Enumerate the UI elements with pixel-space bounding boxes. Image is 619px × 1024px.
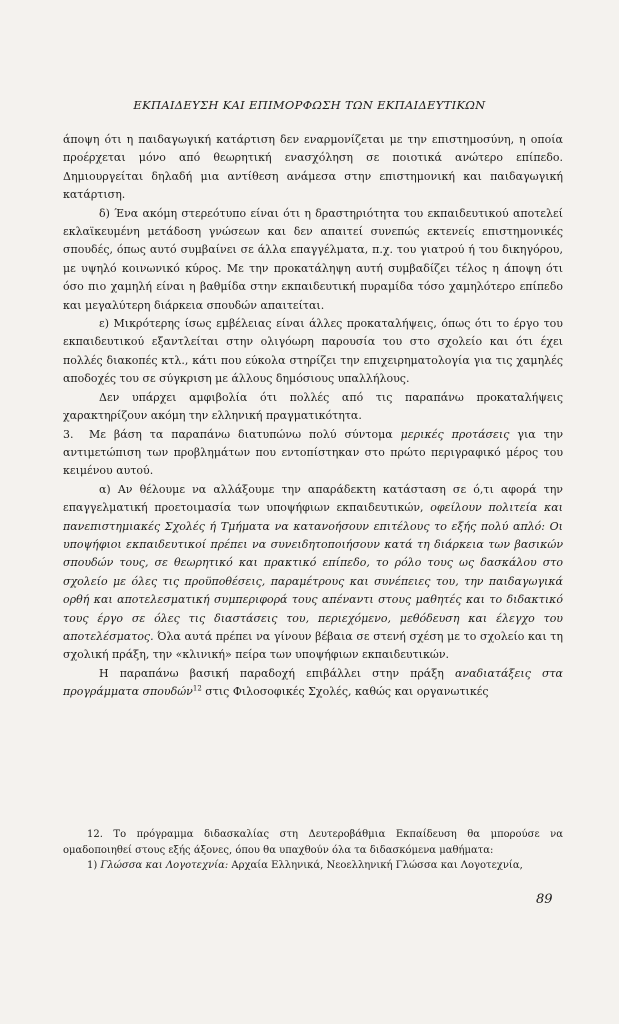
paragraph-6-emphasis: οφείλουν πολιτεία και πανεπιστημιακές Σχολές ή Τμήματα να κατανοήσουν επιτέλους το εξής πολύ απλό: Οι υποψήφιοι εκπαιδευτικοί πρέπει να συνειδητοποιήσουν κατά τη διάρκεια των βασικών σπουδών τους, σε θεωρητικό και πρακτικό επίπεδο, το ρόλο τους ως δασκάλου στο σχολείο με όλες τις προϋποθέσεις, παραμέτρους και συνέπειες του, την παιδαγωγικά ορθή και αποτελεσματική συμπεριφορά τους απέναντι στους μαθητές και το διδακτικό τους έργο σε όλες τις διαστάσεις του, περιεχόμενο, μεθόδευση και έλεγχο του αποτελέσματος. — [63, 501, 563, 643]
footnote-item-number: 1) — [87, 860, 101, 871]
paragraph-1: άποψη ότι η παιδαγωγική κατάρτιση δεν εναρμονίζεται με την επιστημοσύνη, η οποία προέρχεται μόνο από θεωρητική ενασχόληση σε ποιοτικά ανώτερο επίπεδο. Δημιουργείται δηλαδή μια αντίθεση ανάμεσα στην επιστημονική και παιδαγωγική κατάρτιση. — [63, 133, 563, 202]
paragraph-7-post: στις Φιλοσοφικές Σχολές, καθώς και οργανωτικές — [201, 685, 489, 699]
footnote-item-emphasis: Γλώσσα και Λογοτεχνία: — [100, 860, 229, 871]
paragraph-5-post: για την αντιμετώπιση των προβλημάτων που εντοπίστηκαν στο πρώτο περιγραφικό μέρος του κειμένου αυτού. — [63, 427, 563, 478]
paragraph-7-emphasis: αναδιατάξεις στα προγράμματα σπουδών — [63, 666, 563, 699]
footnote-item-text: Αρχαία Ελληνικά, Νεοελληνική Γλώσσα και Λογοτεχνία, — [228, 860, 523, 871]
paragraph-7 — [63, 665, 563, 702]
paragraph-3: ε) Μικρότερης ίσως εμβέλειας είναι άλλες προκαταλήψεις, όπως ότι το έργο του εκπαιδευτικού εξαντλείται στην ολιγόωρη παρουσία του στο σχολείο και ότι έχει πολλές διακοπές κτλ., κάτι που εύκολα στηρίζει την επιχειρηματολογία για τις χαμηλές αποδοχές του σε σύγκριση με άλλους δημόσιους υπαλλήλους. — [63, 317, 563, 386]
footnote-12: 12. Το πρόγραμμα διδασκαλίας στη Δευτεροβάθμια Εκπαίδευση θα μπορούσε να ομαδοποιηθεί στους εξής άξονες, όπου θα υπαχθούν όλα τα διδασκόμενα μαθήματα: — [63, 829, 563, 856]
section-number: 3. — [63, 427, 74, 441]
paragraph-6-post: Όλα αυτά πρέπει να γίνουν βέβαια σε στενή σχέση με το σχολείο και τη σχολική πράξη, την «κλινική» πείρα των υποψήφιων εκπαιδευτικών. — [63, 629, 563, 662]
paragraph-4: Δεν υπάρχει αμφιβολία ότι πολλές από τις παραπάνω προκαταλήψεις χαρακτηρίζουν ακόμη την ελληνική πραγματικότητα. — [63, 390, 563, 423]
footnote-12-item — [63, 858, 563, 874]
paragraph-2: δ) Ένα ακόμη στερεότυπο είναι ότι η δραστηριότητα του εκπαιδευτικού αποτελεί εκλαϊκευμένη μετάδοση γνώσεων και δεν απαιτεί συνεπώς εκτενείς επιστημονικές σπουδές, όπως αυτό συμβαίνει σε άλλα επαγγέλματα, π.χ. του γιατρού ή του δικηγόρου, με υψηλό κοινωνικό κύρος. Με την προκατάληψη αυτή συμβαδίζει τέλος η άποψη ότι όσο πιο χαμηλή είναι η βαθμίδα στην εκπαιδευτική πυραμίδα τόσο χαμηλότερο επίπεδο και μεγαλύτερη διάρκεια σπουδών απαιτείται. — [63, 206, 563, 312]
main-text — [63, 131, 563, 702]
paragraph-6 — [63, 481, 563, 665]
page-number: 89 — [536, 892, 553, 907]
running-header: ΕΚΠΑΙΔΕΥΣΗ ΚΑΙ ΕΠΙΜΟΡΦΩΣΗ ΤΩΝ ΕΚΠΑΙΔΕΥΤΙΚΩΝ — [133, 98, 486, 112]
paragraph-7-pre: Η παραπάνω βασική παραδοχή επιβάλλει στην πράξη — [99, 666, 455, 680]
footnotes — [63, 827, 563, 874]
paragraph-5 — [63, 426, 563, 481]
paragraph-6-pre: α) Αν θέλουμε να αλλάξουμε την απαράδεκτη κατάσταση σε ό,τι αφορά την επαγγελματική προετοιμασία των υποψήφιων εκπαιδευτικών, — [63, 482, 563, 515]
paragraph-5-pre: Με βάση τα παραπάνω διατυπώνω πολύ σύντομα — [89, 427, 401, 441]
paragraph-5-emphasis: μερικές προτάσεις — [400, 427, 510, 441]
footnote-reference: 12 — [192, 684, 202, 693]
